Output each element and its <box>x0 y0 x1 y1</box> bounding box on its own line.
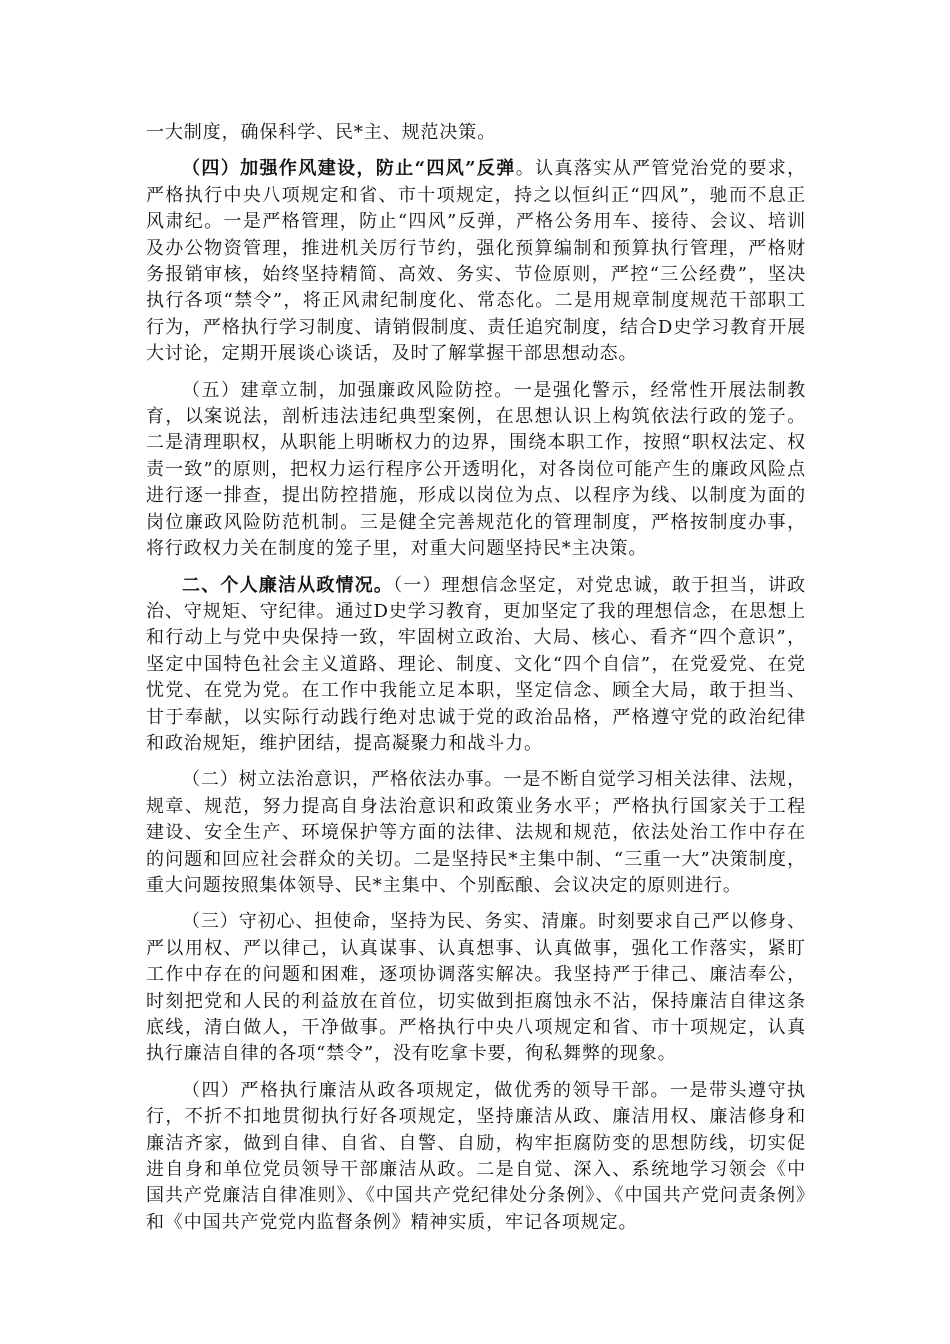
paragraph-text: （四）严格执行廉洁从政各项规定，做优秀的领导干部。一是带头遵守执行，不折不扣地贯彻执行好各项规定，坚持廉洁从政、廉洁用权、廉洁修身和廉洁齐家，做到自律、自省、自警、自励，构牢拒腐防变的思想防线，切实促进自身和单位党员领导干部廉洁从政。二是自觉、深入、系统地学习领会《中国共产党廉洁自律准则》、《中国共产党纪律处分条例》、《中国共产党问责条例》和《中国共产党党内监督条例》精神实质，牢记各项规定。 <box>146 1079 806 1233</box>
paragraph-text: （三）守初心、担使命，坚持为民、务实、清廉。时刻要求自己严以修身、严以用权、严以律己，认真谋事、认真想事、认真做事，强化工作落实，紧盯工作中存在的问题和困难，逐项协调落实解决。我坚持严于律己、廉洁奉公，时刻把党和人民的利益放在首位，切实做到拒腐蚀永不沾，保持廉洁自律这条底线，清白做人，干净做事。严格执行中央八项规定和省、市十项规定，认真执行廉洁自律的各项“禁令”，没有吃拿卡要，徇私舞弊的现象。 <box>146 911 806 1065</box>
paragraph-original-aspiration <box>146 909 806 1067</box>
paragraph-text: 。认真落实从严管党治党的要求，严格执行中央八项规定和省、市十项规定，持之以恒纠正“四风”，驰而不息正风肃纪。一是严格管理，防止“四风”反弹，严格公务用车、接待、会议、培训及办公物资管理，推进机关厉行节约，强化预算编制和预算执行管理，严格财务报销审核，始终坚持精简、高效、务实、节俭原则，严控“三公经费”，坚决执行各项“禁令”，将正风肃纪制度化、常态化。二是用规章制度规范干部职工行为，严格执行学习制度、请销假制度、责任追究制度，结合D史学习教育开展大讨论，定期开展谈心谈话，及时了解掌握干部思想动态。 <box>146 158 807 365</box>
paragraph-rule-of-law <box>146 767 806 899</box>
paragraph-personal-integrity <box>146 573 806 758</box>
paragraph-text: （二）树立法治意识，严格依法办事。一是不断自觉学习相关法律、法规，规章、规范，努力提高自身法治意识和政策业务水平；严格执行国家关于工程建设、安全生产、环境保护等方面的法律、法规和规范，依法处治工作中存在的问题和回应社会群众的关切。二是坚持民*主集中制、“三重一大”决策制度，重大问题按照集体领导、民*主集中、个别酝酿、会议决定的原则进行。 <box>146 769 806 896</box>
paragraph-continuation <box>146 120 806 146</box>
paragraph-risk-control <box>146 378 806 563</box>
section-heading: 二、个人廉洁从政情况。 <box>182 574 394 596</box>
paragraph-text: （一）理想信念坚定，对党忠诚，敢于担当，讲政治、守规矩、守纪律。通过D史学习教育，更加坚定了我的理想信念，在思想上和行动上与党中央保持一致，牢固树立政治、大局、核心、看齐“四个意识”，坚定中国特色社会主义道路、理论、制度、文化“四个自信”，在党爱党、在党忧党、在党为党。在工作中我能立足本职，坚定信念、顾全大局，敢于担当、甘于奉献，以实际行动践行绝对忠诚于党的政治品格，严格遵守党的政治纪律和政治规矩，维护团结，提高凝聚力和战斗力。 <box>146 574 806 754</box>
paragraph-text: 一大制度，确保科学、民*主、规范决策。 <box>146 122 497 143</box>
document-page <box>146 120 806 1246</box>
paragraph-integrity-rules <box>146 1078 806 1236</box>
paragraph-text: （五）建章立制，加强廉政风险防控。一是强化警示，经常性开展法制教育，以案说法，剖析违法违纪典型案例，在思想认识上构筑依法行政的笼子。二是清理职权，从职能上明晰权力的边界，围绕本职工作，按照“职权法定、权责一致”的原则，把权力运行程序公开透明化，对各岗位可能产生的廉政风险点进行逐一排查，提出防控措施，形成以岗位为点、以程序为线、以制度为面的岗位廉政风险防范机制。三是健全完善规范化的管理制度，严格按制度办事，将行政权力关在制度的笼子里，对重大问题坚持民*主决策。 <box>146 379 806 560</box>
paragraph-heading: （四）加强作风建设，防止“四风”反弹 <box>182 158 516 180</box>
paragraph-style-building <box>146 156 806 367</box>
